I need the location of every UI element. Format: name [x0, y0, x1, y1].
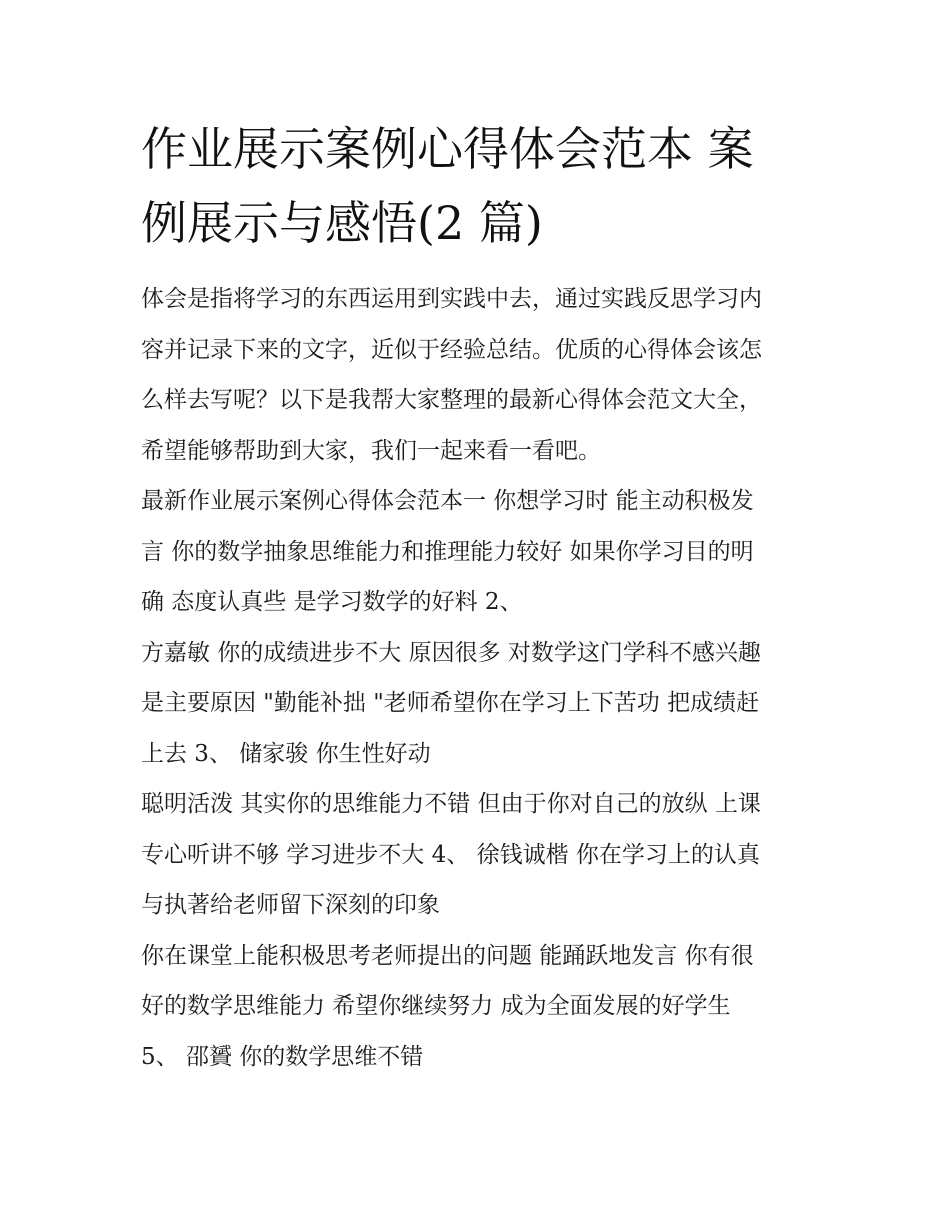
text-line: 聪明活泼 其实你的思维能力不错 但由于你对自己的放纵 上课 [141, 791, 761, 817]
document-page [141, 112, 813, 1082]
text-line: 5、 邵贇 你的数学思维不错 [141, 1043, 424, 1070]
text-line: 么样去写呢？以下是我帮大家整理的最新心得体会范文大全， [141, 387, 762, 413]
paragraph-comment-chu [141, 779, 813, 931]
text-line: 上去 3、 储家骏 你生性好动 [141, 740, 431, 767]
text-line: 专心听讲不够 学习进步不大 4、 徐钱诚楷 你在学习上的认真 [141, 841, 760, 868]
text-line: 方嘉敏 你的成绩进步不大 原因很多 对数学这门学科不感兴趣 [141, 639, 761, 666]
title-line: 例展示与感悟(2 篇) [141, 196, 543, 250]
text-line: 好的数学思维能力 希望你继续努力 成为全面发展的好学生 [141, 993, 731, 1019]
text-line: 与执著给老师留下深刻的印象 [141, 892, 440, 918]
title-line: 作业展示案例心得体会范本 案 [141, 122, 754, 176]
text-line: 希望能够帮助到大家，我们一起来看一看吧。 [141, 437, 601, 464]
text-line: 是主要原因 "勤能补拙 "老师希望你在学习上下苦功 把成绩赶 [141, 690, 760, 716]
document-title [141, 112, 813, 260]
text-line: 容并记录下来的文字，近似于经验总结。优质的心得体会该怎 [141, 336, 762, 363]
text-line: 你在课堂上能积极思考老师提出的问题 能踊跃地发言 你有很 [141, 942, 754, 969]
paragraph-comment-xu [141, 931, 813, 1083]
text-line: 言 你的数学抽象思维能力和推理能力较好 如果你学习目的明 [141, 538, 754, 565]
paragraph-intro [141, 274, 813, 476]
text-line: 最新作业展示案例心得体会范本一 你想学习时 能主动积极发 [141, 488, 754, 514]
paragraph-comment-fang [141, 628, 813, 780]
paragraph-sample-one [141, 476, 813, 628]
text-line: 体会是指将学习的东西运用到实践中去，通过实践反思学习内 [141, 286, 762, 312]
text-line: 确 态度认真些 是学习数学的好料 2、 [141, 589, 523, 615]
